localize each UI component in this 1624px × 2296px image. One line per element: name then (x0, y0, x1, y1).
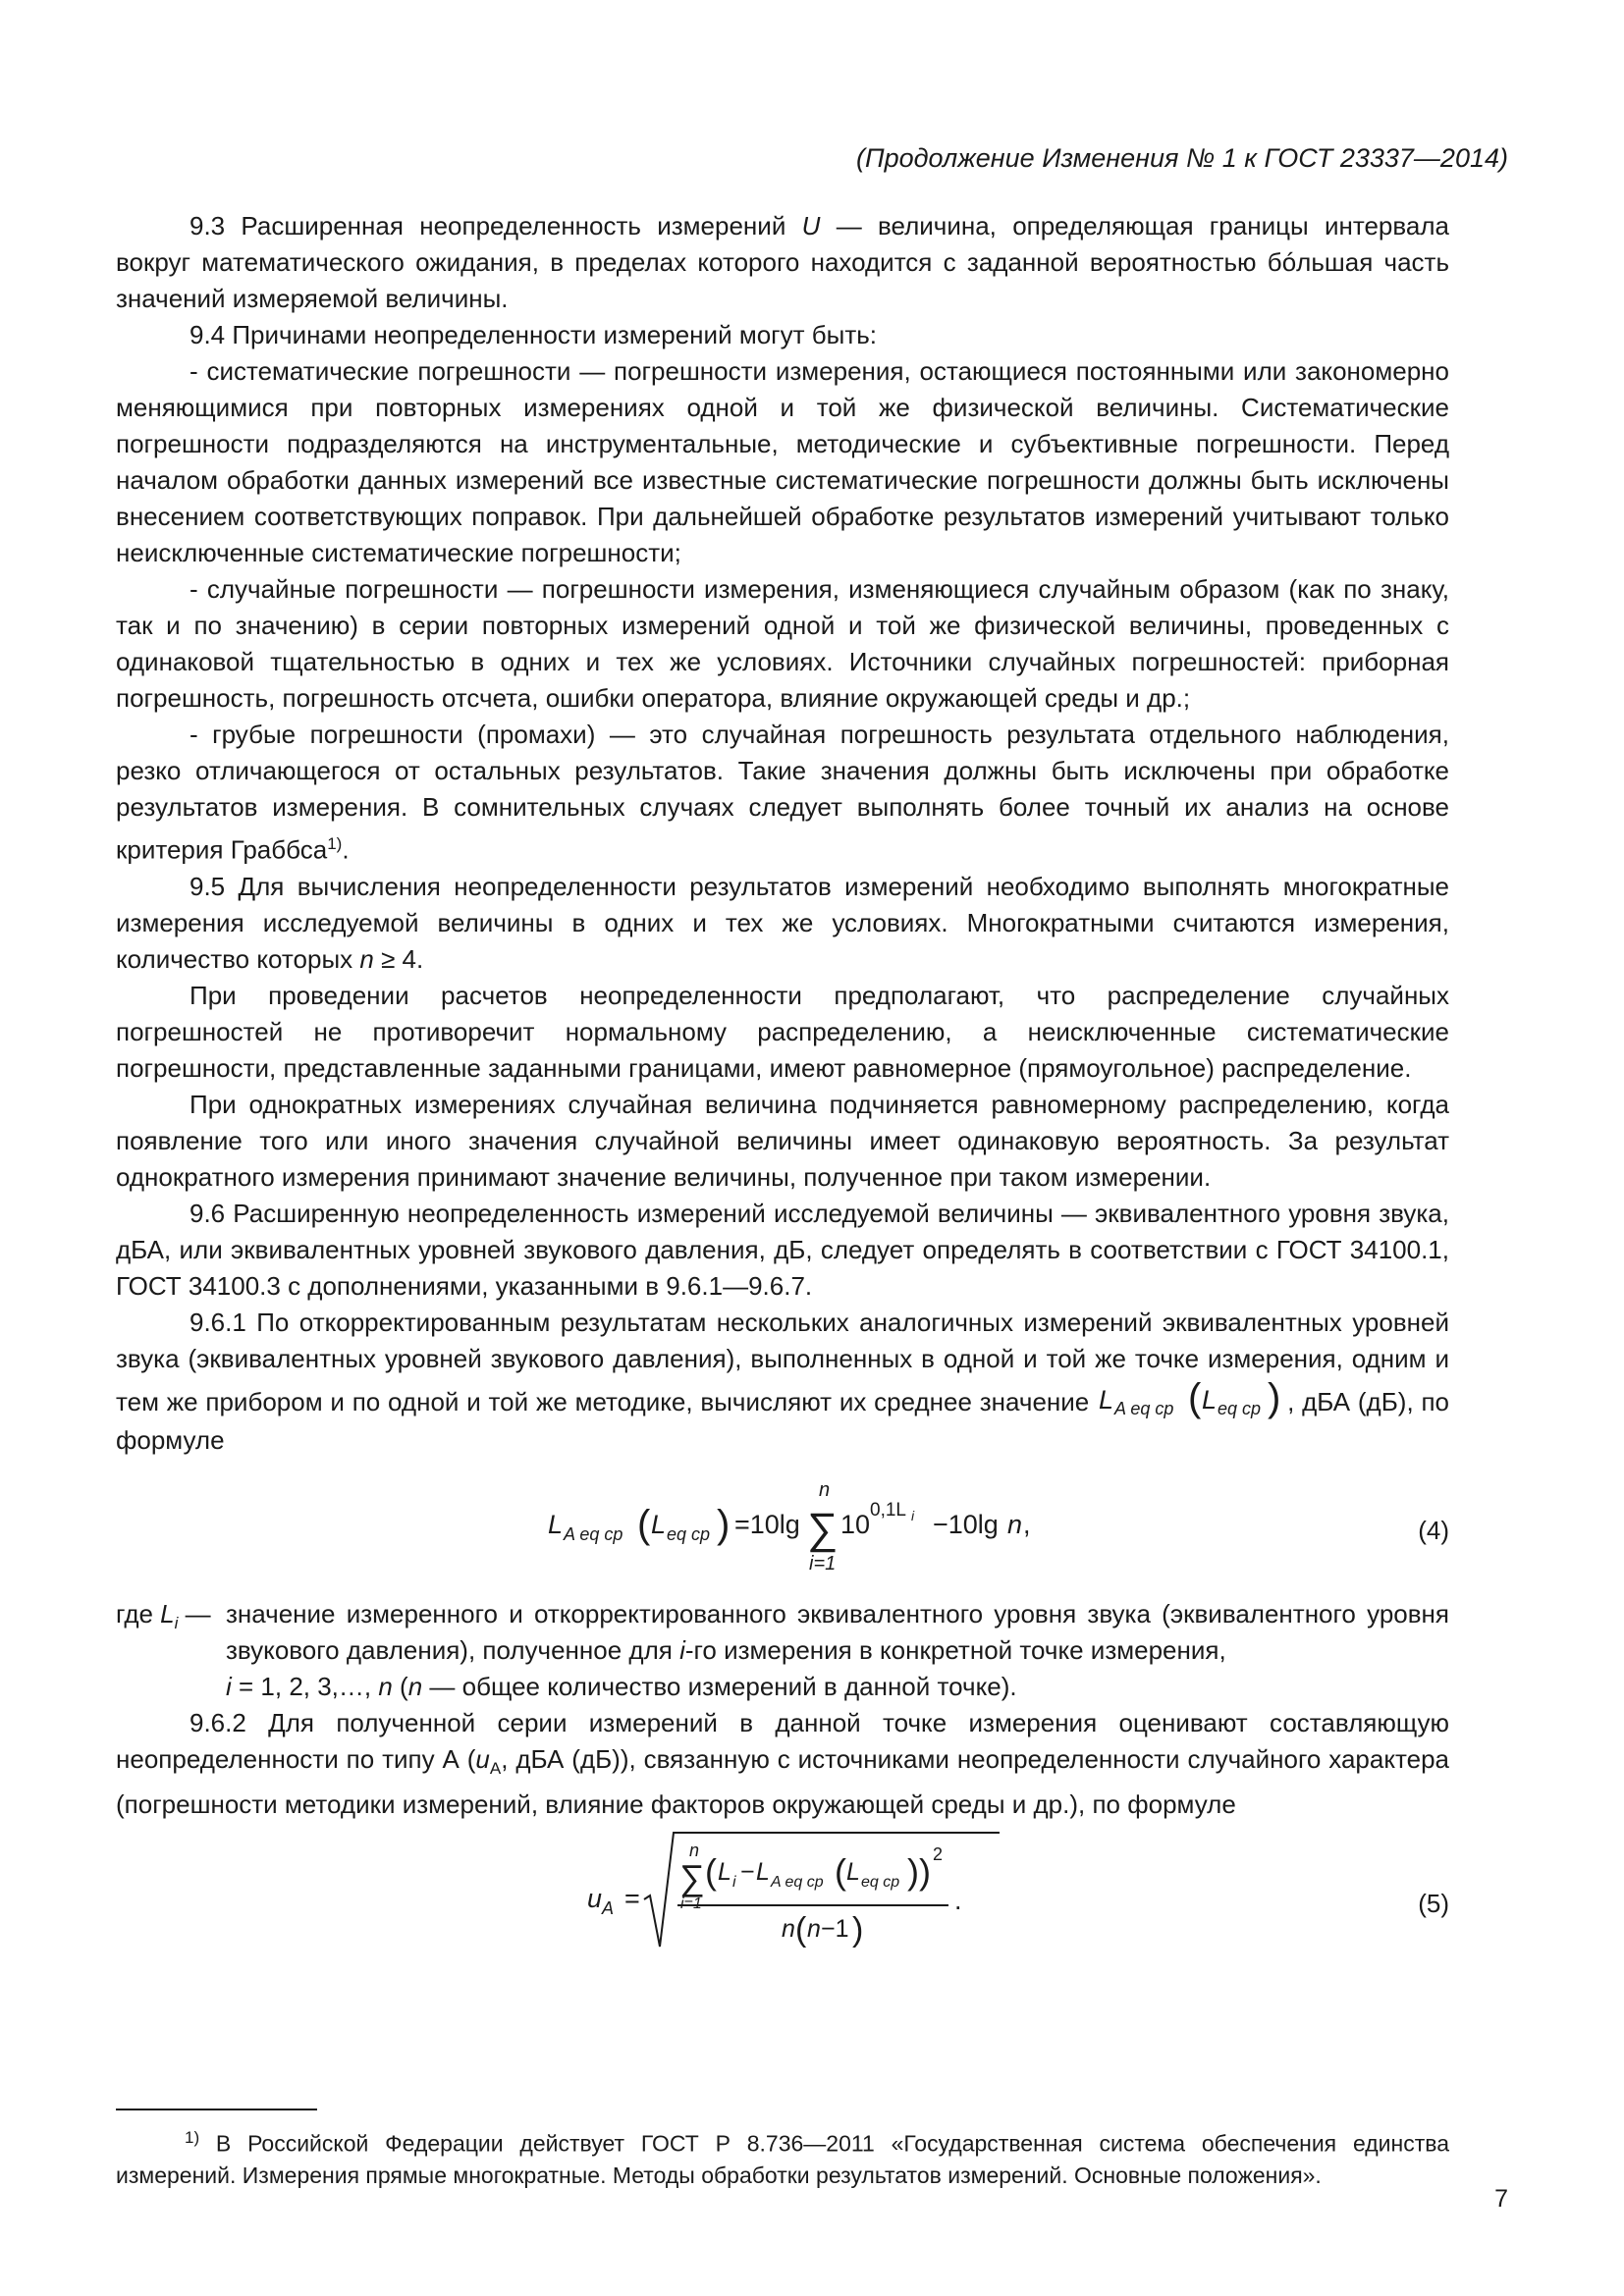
symbol-i: i (226, 1671, 232, 1701)
formula-text: = (624, 1883, 640, 1913)
page-number: 7 (1494, 2185, 1508, 2213)
paragraph-9-5 (116, 869, 1449, 978)
paren-close: ) (852, 1910, 864, 1949)
formula-subscript: A (602, 1897, 615, 1918)
text-run: . (342, 834, 350, 865)
paragraph-distribution: При проведении расчетов неопределенности предполагают, что распределение случайных погрешностей не противоречит нормальному распределению, а неисключенные систематические погрешности, представленные заданными границами, имеют равномерное (прямоугольное) распределение. (116, 980, 1449, 1083)
text-run: , дБА (дБ), по формуле (116, 1386, 1449, 1455)
formula-4 (116, 1468, 1449, 1596)
symbol-u: u (475, 1743, 490, 1774)
equation-number-4: (4) (1418, 1515, 1449, 1545)
formula-5-svg (587, 1827, 1000, 1966)
where-lead (116, 1596, 211, 1641)
formula-L: L (1099, 1384, 1114, 1415)
sum-lower-limit: i=1 (680, 1895, 702, 1912)
sum-sign: ∑ (679, 1856, 705, 1897)
text-run: ( (392, 1671, 408, 1701)
paragraph-9-6-1 (116, 1305, 1449, 1459)
text-run: 9.5 Для вычисления неопределенности результатов измерений необходимо выполнять многократные измерения исследуемой величины в одних и тех же условиях. Многократными считаются измерения, количество которых (116, 871, 1449, 974)
formula-L: L (756, 1857, 770, 1886)
equation-number-5: (5) (1418, 1888, 1449, 1918)
exponent-subscript: i (911, 1507, 915, 1523)
paren-open: ( (835, 1850, 846, 1892)
footnote-rule (116, 2109, 317, 2110)
formula-L: L (1202, 1384, 1218, 1415)
formula-text: − (740, 1857, 755, 1886)
text-run: — величина, определяющая границы интервала вокруг математического ожидания, в пределах которого находится с заданной вероятностью бóльшая часть значений измеряемой величины. (116, 211, 1449, 313)
paren-close: ) (919, 1850, 931, 1892)
footnote-mark: 1) (185, 2128, 200, 2147)
formula-L: L (718, 1857, 731, 1886)
formula-text: 10 (840, 1509, 871, 1539)
formula-L: L (548, 1509, 564, 1539)
paragraph-9-4: 9.4 Причинами неопределенности измерений могут быть: (189, 320, 878, 349)
footnote-text: В Российской Федерации действует ГОСТ Р 8.736—2011 «Государственная система обеспечения единства измерений. Измерения прямые многократные. Методы обработки результатов измерений. Основные положения». (116, 2130, 1449, 2188)
paragraph-9-6-2 (116, 1705, 1449, 1823)
formula-subscript: eq ср (1218, 1398, 1262, 1418)
formula-text: , (1023, 1509, 1031, 1539)
text-run: ≥ 4. (373, 943, 424, 974)
text-run: где (116, 1598, 161, 1629)
symbol-n: n (407, 1671, 423, 1701)
text-run: 9.6.2 Для полученной серии измерений в данной точке измерения оценивают составляющую неопределенности по типу А ( (116, 1707, 1449, 1774)
formula-n: n (807, 1914, 821, 1943)
symbol-i: i (679, 1634, 685, 1665)
paragraph-systematic-errors: - систематические погрешности — погрешности измерения, остающиеся постоянными или закономерно меняющимися при повторных измерениях одной и той же физической величины. Систематические погрешности подразделяются на инструментальные, методические и субъективные погрешности. Перед началом обработки данных измерений все известные систематические погрешности должны быть исключены внесением соответствующих поправок. При дальнейшей обработке результатов измерений учитывают только неисключенные систематические погрешности; (116, 356, 1449, 567)
text-run: -го измерения в конкретной точке измерения, (684, 1634, 1226, 1665)
paren-close: ) (717, 1502, 731, 1546)
paren-open: ( (1188, 1376, 1202, 1419)
text-run: 9.6.1 По откорректированным результатам нескольких аналогичных измерений эквивалентных уровней звука (эквивалентных уровней звукового давления), выполненных в одной и той же точке измерения, одним и тем же прибором и по одной и той же методике, вычисляют их среднее значение (116, 1307, 1449, 1416)
symbol-n: n (359, 943, 374, 974)
formula-text: =10lg (734, 1509, 800, 1539)
formula-u: u (587, 1883, 603, 1913)
paren-open: ( (795, 1910, 807, 1949)
paren-close: ) (907, 1850, 919, 1892)
paragraph-single-measurement: При однократных измерениях случайная величина подчиняется равномерному распределению, когда появление того или иного значения случайной величины имеет одинаковую вероятность. За результат однократного измерения принимают значение величины, полученное при таком измерении. (116, 1089, 1449, 1192)
formula-n: n (1007, 1509, 1023, 1539)
paren-open: ( (705, 1850, 717, 1892)
text-run: - грубые погрешности (промахи) — это случайная погрешность результата отдельного наблюдения, резко отличающегося от остальных результатов. Такие значения должны быть исключены при обработке результатов измерения. В сомнительных случаях следует выполнять более точный их анализ на основе критерия Граббса (116, 720, 1449, 865)
symbol-n: n (378, 1671, 393, 1701)
text-run: , дБА (дБ)), связанную с источниками неопределенности случайного характера (погрешности методики измерений, влияние факторов окружающей среды и др.), по формуле (116, 1743, 1449, 1819)
paren-open: ( (637, 1502, 651, 1546)
running-header: (Продолжение Изменения № 1 к ГОСТ 23337—2014) (856, 143, 1508, 173)
paragraph-random-errors: - случайные погрешности — погрешности измерения, изменяющиеся случайным образом (как по знаку, так и по значению) в серии повторных измерений одной и той же физической величины, проведенных с одинаковой тщательностью в одних и тех же условиях. Источники случайных погрешностей: приборная погрешность, погрешность отсчета, ошибки оператора, влияние окружающей среды и др.; (116, 574, 1449, 713)
formula-subscript: eq ср (861, 1873, 900, 1891)
sum-upper-limit: n (689, 1840, 700, 1860)
text-run: = 1, 2, 3,…, (231, 1671, 379, 1701)
formula-n: n (782, 1914, 795, 1943)
formula-subscript: A eq ср (564, 1523, 623, 1544)
exponent: 0,1L (870, 1499, 906, 1521)
formula-L: L (651, 1509, 667, 1539)
formula-4-svg (548, 1468, 1058, 1596)
footnote-reference: 1) (327, 834, 343, 853)
text-run: — (178, 1598, 211, 1629)
formula-subscript: A eq ср (1114, 1398, 1174, 1418)
sum-upper-limit: n (819, 1478, 831, 1501)
text-run: 9.3 Расширенная неопределенность измерений (189, 211, 802, 240)
paragraph-9-6: 9.6 Расширенную неопределенность измерений исследуемой величины — эквивалентного уровня звука, дБА, или эквивалентных уровней звукового давления, дБ, следует определять в соответствии с ГОСТ 34100.1, ГОСТ 34100.3 с дополнениями, указанными в 9.6.1—9.6.7. (116, 1198, 1449, 1301)
paren-close: ) (1268, 1376, 1281, 1419)
formula-subscript: eq ср (667, 1523, 711, 1544)
symbol-L: L (160, 1598, 175, 1629)
paragraph-gross-errors (116, 717, 1449, 869)
exponent: 2 (933, 1843, 944, 1864)
symbol-subscript: A (489, 1758, 502, 1778)
formula-text: −1 (821, 1914, 849, 1943)
sum-sign: ∑ (807, 1504, 839, 1553)
formula-5 (116, 1827, 1449, 1966)
symbol-subscript: i (174, 1613, 179, 1632)
paragraph-9-3 (116, 208, 1449, 317)
formula-subscript: i (732, 1873, 736, 1891)
footnote (116, 2122, 1449, 2191)
formula-text: −10lg (933, 1509, 999, 1539)
formula-text: . (954, 1885, 962, 1915)
formula-subscript: A eq ср (771, 1873, 824, 1891)
text-run: значение измеренного и откорректированного эквивалентного уровня звука (эквивалентного уровня звукового давления), полученное для (226, 1598, 1449, 1665)
where-clause (116, 1596, 1449, 1705)
body-text (116, 208, 1449, 1966)
formula-L: L (846, 1857, 860, 1886)
text-run: — общее количество измерений в данной точке). (422, 1671, 1017, 1701)
symbol-U: U (801, 211, 821, 240)
sum-lower-limit: i=1 (809, 1552, 837, 1575)
inline-formula-laeqav (1097, 1377, 1287, 1422)
